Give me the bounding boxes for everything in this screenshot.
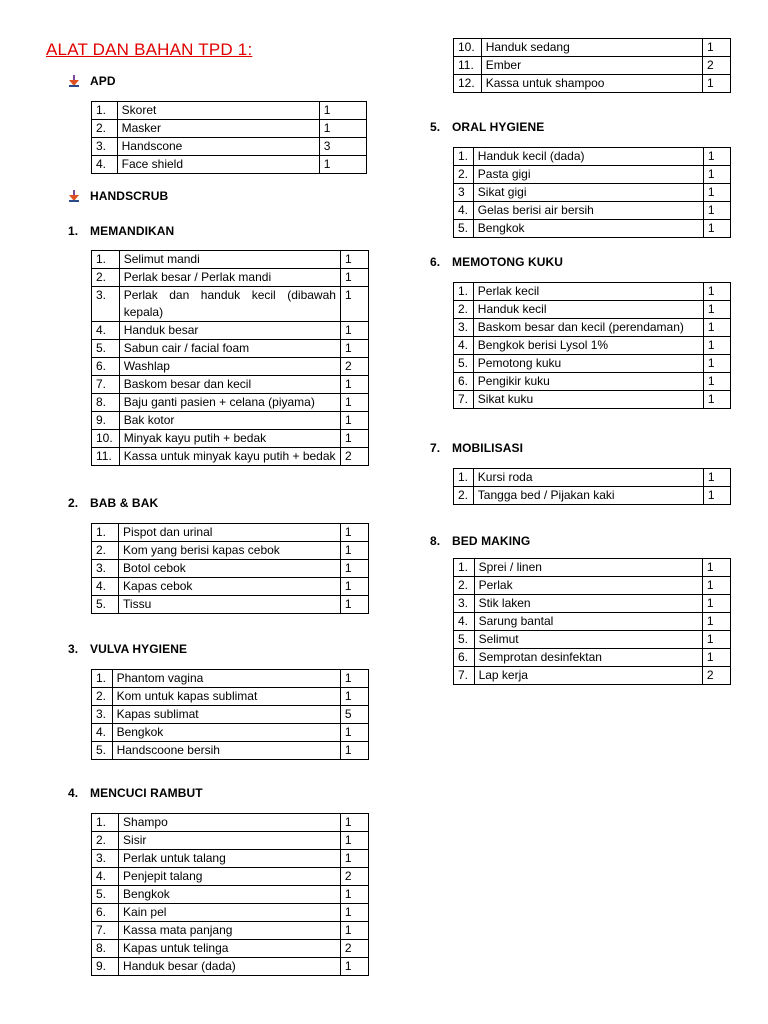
table-row xyxy=(454,337,731,355)
item-number: 4. xyxy=(454,202,474,220)
item-number: 5. xyxy=(92,340,120,358)
item-quantity: 1 xyxy=(340,724,368,742)
item-quantity: 1 xyxy=(340,596,368,614)
item-number: 1. xyxy=(454,148,474,166)
item-quantity: 1 xyxy=(319,102,366,120)
item-quantity: 1 xyxy=(703,202,730,220)
table-row xyxy=(92,287,369,322)
item-quantity: 2 xyxy=(340,448,368,466)
item-name: Sabun cair / facial foam xyxy=(119,340,340,358)
section-memandikan-heading: 1. MEMANDIKAN xyxy=(68,224,175,238)
item-quantity: 1 xyxy=(703,319,730,337)
section-bed-making-heading: 8. BED MAKING xyxy=(430,534,531,548)
item-name: Handuk besar xyxy=(119,322,340,340)
table-row xyxy=(454,613,731,631)
item-number: 3. xyxy=(454,319,474,337)
item-quantity: 1 xyxy=(340,688,368,706)
item-quantity: 1 xyxy=(703,166,730,184)
item-number: 2. xyxy=(454,577,475,595)
table-row xyxy=(454,487,731,505)
item-name: Kom yang berisi kapas cebok xyxy=(119,542,341,560)
item-number: 8. xyxy=(92,940,119,958)
table-row xyxy=(92,670,369,688)
table-row xyxy=(92,706,369,724)
table-row xyxy=(92,156,367,174)
item-name: Ember xyxy=(481,57,702,75)
item-name: Pemotong kuku xyxy=(473,355,703,373)
item-number: 7. xyxy=(92,376,120,394)
item-number: 8. xyxy=(92,394,120,412)
item-number: 5. xyxy=(454,220,474,238)
item-name: Perlak untuk talang xyxy=(119,850,341,868)
section-vulva-hygiene-heading: 3. VULVA HYGIENE xyxy=(68,642,188,656)
item-number: 1. xyxy=(92,251,120,269)
table-row xyxy=(454,355,731,373)
item-quantity: 1 xyxy=(340,524,368,542)
item-number: 1. xyxy=(92,670,113,688)
item-quantity: 1 xyxy=(703,355,730,373)
table-row xyxy=(92,814,369,832)
item-number: 6. xyxy=(92,904,119,922)
table-row xyxy=(454,57,731,75)
table-row xyxy=(454,75,731,93)
item-name: Kapas sublimat xyxy=(112,706,340,724)
item-name: Kain pel xyxy=(119,904,341,922)
item-quantity: 2 xyxy=(702,667,730,685)
item-number: 2. xyxy=(92,120,118,138)
item-name: Bengkok xyxy=(119,886,341,904)
item-name: Kassa untuk minyak kayu putih + bedak xyxy=(119,448,340,466)
item-name: Perlak xyxy=(474,577,702,595)
item-quantity: 1 xyxy=(319,156,366,174)
item-number: 2. xyxy=(454,301,474,319)
table-row xyxy=(92,958,369,976)
item-number: 1. xyxy=(92,814,119,832)
section-bab-bak-heading: 2. BAB & BAK xyxy=(68,496,159,510)
table-row xyxy=(92,596,369,614)
item-name: Kassa mata panjang xyxy=(119,922,341,940)
item-name: Bengkok berisi Lysol 1% xyxy=(473,337,703,355)
item-number: 5. xyxy=(92,886,119,904)
item-name: Phantom vagina xyxy=(112,670,340,688)
item-number: 7. xyxy=(454,391,474,409)
table-row xyxy=(454,202,731,220)
arrow-bullet-icon xyxy=(68,190,80,202)
item-name: Sisir xyxy=(119,832,341,850)
item-quantity: 1 xyxy=(702,559,730,577)
item-quantity: 1 xyxy=(340,251,368,269)
item-quantity: 1 xyxy=(702,649,730,667)
memotong-kuku-table xyxy=(453,282,731,409)
item-name: Skoret xyxy=(117,102,319,120)
bed-making-table xyxy=(453,558,731,685)
item-number: 2. xyxy=(454,166,474,184)
item-name: Baskom besar dan kecil xyxy=(119,376,340,394)
item-quantity: 1 xyxy=(703,220,730,238)
item-quantity: 1 xyxy=(702,39,730,57)
item-number: 1. xyxy=(454,469,474,487)
table-row xyxy=(92,578,369,596)
table-row xyxy=(454,184,731,202)
table-row xyxy=(92,832,369,850)
table-row xyxy=(454,577,731,595)
item-quantity: 1 xyxy=(340,832,368,850)
memandikan-table xyxy=(91,250,369,466)
item-number: 4. xyxy=(92,868,119,886)
item-name: Handuk sedang xyxy=(481,39,702,57)
item-quantity: 1 xyxy=(340,287,368,322)
item-quantity: 1 xyxy=(340,542,368,560)
table-row xyxy=(92,886,369,904)
item-number: 4. xyxy=(92,724,113,742)
table-row xyxy=(92,138,367,156)
item-quantity: 2 xyxy=(340,940,368,958)
item-number: 9. xyxy=(92,958,119,976)
item-name: Bengkok xyxy=(473,220,703,238)
item-quantity: 1 xyxy=(340,670,368,688)
item-quantity: 1 xyxy=(702,631,730,649)
item-number: 5. xyxy=(92,596,119,614)
item-number: 3. xyxy=(92,706,113,724)
item-quantity: 1 xyxy=(702,577,730,595)
item-name: Kapas cebok xyxy=(119,578,341,596)
item-number: 3 xyxy=(454,184,474,202)
item-name: Perlak besar / Perlak mandi xyxy=(119,269,340,287)
table-row xyxy=(92,922,369,940)
item-name: Kapas untuk telinga xyxy=(119,940,341,958)
table-row xyxy=(454,595,731,613)
table-row xyxy=(92,724,369,742)
item-name: Masker xyxy=(117,120,319,138)
section-apd-heading: APD xyxy=(68,74,116,88)
item-name: Pispot dan urinal xyxy=(119,524,341,542)
mencuci-rambut-table xyxy=(91,813,369,976)
item-number: 1. xyxy=(454,283,474,301)
table-row xyxy=(92,358,369,376)
table-row xyxy=(92,340,369,358)
item-quantity: 1 xyxy=(340,560,368,578)
item-quantity: 2 xyxy=(702,57,730,75)
section-oral-hygiene-heading: 5. ORAL HYGIENE xyxy=(430,120,545,134)
item-number: 3. xyxy=(92,850,119,868)
oral-hygiene-table xyxy=(453,147,731,238)
item-quantity: 5 xyxy=(340,706,368,724)
table-row xyxy=(92,742,369,760)
item-number: 4. xyxy=(454,337,474,355)
item-name: Handuk besar (dada) xyxy=(119,958,341,976)
item-number: 2. xyxy=(92,542,119,560)
item-number: 5. xyxy=(454,355,474,373)
item-quantity: 1 xyxy=(702,613,730,631)
item-quantity: 1 xyxy=(703,184,730,202)
item-number: 3. xyxy=(92,287,120,322)
item-quantity: 1 xyxy=(319,120,366,138)
table-row xyxy=(92,322,369,340)
item-number: 2. xyxy=(92,688,113,706)
item-quantity: 2 xyxy=(340,868,368,886)
item-number: 5. xyxy=(92,742,113,760)
item-quantity: 1 xyxy=(340,886,368,904)
item-quantity: 1 xyxy=(340,958,368,976)
item-number: 11. xyxy=(454,57,482,75)
item-name: Handuk kecil (dada) xyxy=(473,148,703,166)
item-name: Kassa untuk shampoo xyxy=(481,75,702,93)
item-quantity: 1 xyxy=(340,269,368,287)
item-quantity: 1 xyxy=(340,922,368,940)
item-quantity: 1 xyxy=(340,376,368,394)
item-name: Baskom besar dan kecil (perendaman) xyxy=(473,319,703,337)
table-row xyxy=(454,148,731,166)
item-quantity: 1 xyxy=(703,469,730,487)
table-row xyxy=(454,649,731,667)
table-row xyxy=(92,412,369,430)
item-name: Lap kerja xyxy=(474,667,702,685)
item-quantity: 3 xyxy=(319,138,366,156)
table-row xyxy=(92,269,369,287)
item-quantity: 1 xyxy=(340,850,368,868)
arrow-bullet-icon xyxy=(68,75,80,87)
item-name: Tangga bed / Pijakan kaki xyxy=(473,487,703,505)
item-name: Semprotan desinfektan xyxy=(474,649,702,667)
item-name: Handuk kecil xyxy=(473,301,703,319)
item-number: 4. xyxy=(92,322,120,340)
item-name: Penjepit talang xyxy=(119,868,341,886)
item-quantity: 2 xyxy=(340,358,368,376)
item-name: Selimut xyxy=(474,631,702,649)
item-number: 7. xyxy=(92,922,119,940)
item-number: 5. xyxy=(454,631,475,649)
table-row xyxy=(92,120,367,138)
item-name: Sarung bantal xyxy=(474,613,702,631)
item-quantity: 1 xyxy=(702,75,730,93)
item-quantity: 1 xyxy=(340,394,368,412)
item-quantity: 1 xyxy=(703,487,730,505)
item-quantity: 1 xyxy=(703,373,730,391)
table-row xyxy=(92,102,367,120)
item-quantity: 1 xyxy=(340,742,368,760)
item-number: 3. xyxy=(92,560,119,578)
table-row xyxy=(454,391,731,409)
item-quantity: 1 xyxy=(703,148,730,166)
item-number: 2. xyxy=(454,487,474,505)
item-name: Pasta gigi xyxy=(473,166,703,184)
item-name: Pengikir kuku xyxy=(473,373,703,391)
item-name: Stik laken xyxy=(474,595,702,613)
table-row xyxy=(92,251,369,269)
section-handscrub-heading: HANDSCRUB xyxy=(68,189,168,203)
item-number: 4. xyxy=(92,156,118,174)
table-row xyxy=(92,688,369,706)
mobilisasi-table xyxy=(453,468,731,505)
item-quantity: 1 xyxy=(703,283,730,301)
item-name: Bengkok xyxy=(112,724,340,742)
item-name: Perlak kecil xyxy=(473,283,703,301)
table-row xyxy=(454,373,731,391)
item-number: 10. xyxy=(92,430,120,448)
item-number: 1. xyxy=(454,559,475,577)
vulva-hygiene-table xyxy=(91,669,369,760)
item-number: 3. xyxy=(454,595,475,613)
table-row xyxy=(454,301,731,319)
item-quantity: 1 xyxy=(703,337,730,355)
section-memotong-kuku-heading: 6. MEMOTONG KUKU xyxy=(430,255,564,269)
table-row xyxy=(92,430,369,448)
item-name: Bak kotor xyxy=(119,412,340,430)
table-row xyxy=(92,448,369,466)
table-row xyxy=(92,394,369,412)
table-row xyxy=(92,524,369,542)
table-row xyxy=(454,631,731,649)
item-number: 2. xyxy=(92,832,119,850)
section-mobilisasi-heading: 7. MOBILISASI xyxy=(430,441,524,455)
item-name: Sikat kuku xyxy=(473,391,703,409)
item-number: 6. xyxy=(454,649,475,667)
item-name: Handscone xyxy=(117,138,319,156)
item-name: Sikat gigi xyxy=(473,184,703,202)
item-quantity: 1 xyxy=(702,595,730,613)
item-quantity: 1 xyxy=(340,412,368,430)
mencuci-rambut-table-continued xyxy=(453,38,731,93)
table-row xyxy=(454,667,731,685)
item-name: Botol cebok xyxy=(119,560,341,578)
item-quantity: 1 xyxy=(340,814,368,832)
item-name: Face shield xyxy=(117,156,319,174)
item-number: 11. xyxy=(92,448,120,466)
table-row xyxy=(454,559,731,577)
table-row xyxy=(92,560,369,578)
item-number: 2. xyxy=(92,269,120,287)
item-number: 9. xyxy=(92,412,120,430)
table-row xyxy=(92,376,369,394)
table-row xyxy=(92,940,369,958)
item-name: Shampo xyxy=(119,814,341,832)
item-quantity: 1 xyxy=(703,301,730,319)
item-number: 3. xyxy=(92,138,118,156)
table-row xyxy=(454,319,731,337)
table-row xyxy=(454,469,731,487)
item-number: 12. xyxy=(454,75,482,93)
apd-table xyxy=(91,101,367,174)
item-quantity: 1 xyxy=(703,391,730,409)
item-quantity: 1 xyxy=(340,322,368,340)
item-number: 1. xyxy=(92,524,119,542)
item-name: Washlap xyxy=(119,358,340,376)
item-name: Gelas berisi air bersih xyxy=(473,202,703,220)
item-name: Minyak kayu putih + bedak xyxy=(119,430,340,448)
item-number: 1. xyxy=(92,102,118,120)
item-quantity: 1 xyxy=(340,340,368,358)
item-name: Handscoone bersih xyxy=(112,742,340,760)
item-quantity: 1 xyxy=(340,904,368,922)
item-number: 6. xyxy=(454,373,474,391)
table-row xyxy=(454,39,731,57)
section-mencuci-rambut-heading: 4. MENCUCI RAMBUT xyxy=(68,786,203,800)
item-name: Kursi roda xyxy=(473,469,703,487)
item-name: Tissu xyxy=(119,596,341,614)
item-number: 7. xyxy=(454,667,475,685)
item-number: 4. xyxy=(454,613,475,631)
item-name: Kom untuk kapas sublimat xyxy=(112,688,340,706)
item-quantity: 1 xyxy=(340,430,368,448)
table-row xyxy=(92,850,369,868)
table-row xyxy=(92,868,369,886)
item-number: 10. xyxy=(454,39,482,57)
table-row xyxy=(454,166,731,184)
item-name: Selimut mandi xyxy=(119,251,340,269)
document-title: ALAT DAN BAHAN TPD 1: xyxy=(46,40,253,59)
table-row xyxy=(454,220,731,238)
table-row xyxy=(454,283,731,301)
item-name: Sprei / linen xyxy=(474,559,702,577)
table-row xyxy=(92,904,369,922)
item-quantity: 1 xyxy=(340,578,368,596)
table-row xyxy=(92,542,369,560)
item-name: Baju ganti pasien + celana (piyama) xyxy=(119,394,340,412)
item-number: 4. xyxy=(92,578,119,596)
item-name: Perlak dan handuk kecil (dibawah kepala) xyxy=(119,287,340,322)
item-number: 6. xyxy=(92,358,120,376)
bab-bak-table xyxy=(91,523,369,614)
